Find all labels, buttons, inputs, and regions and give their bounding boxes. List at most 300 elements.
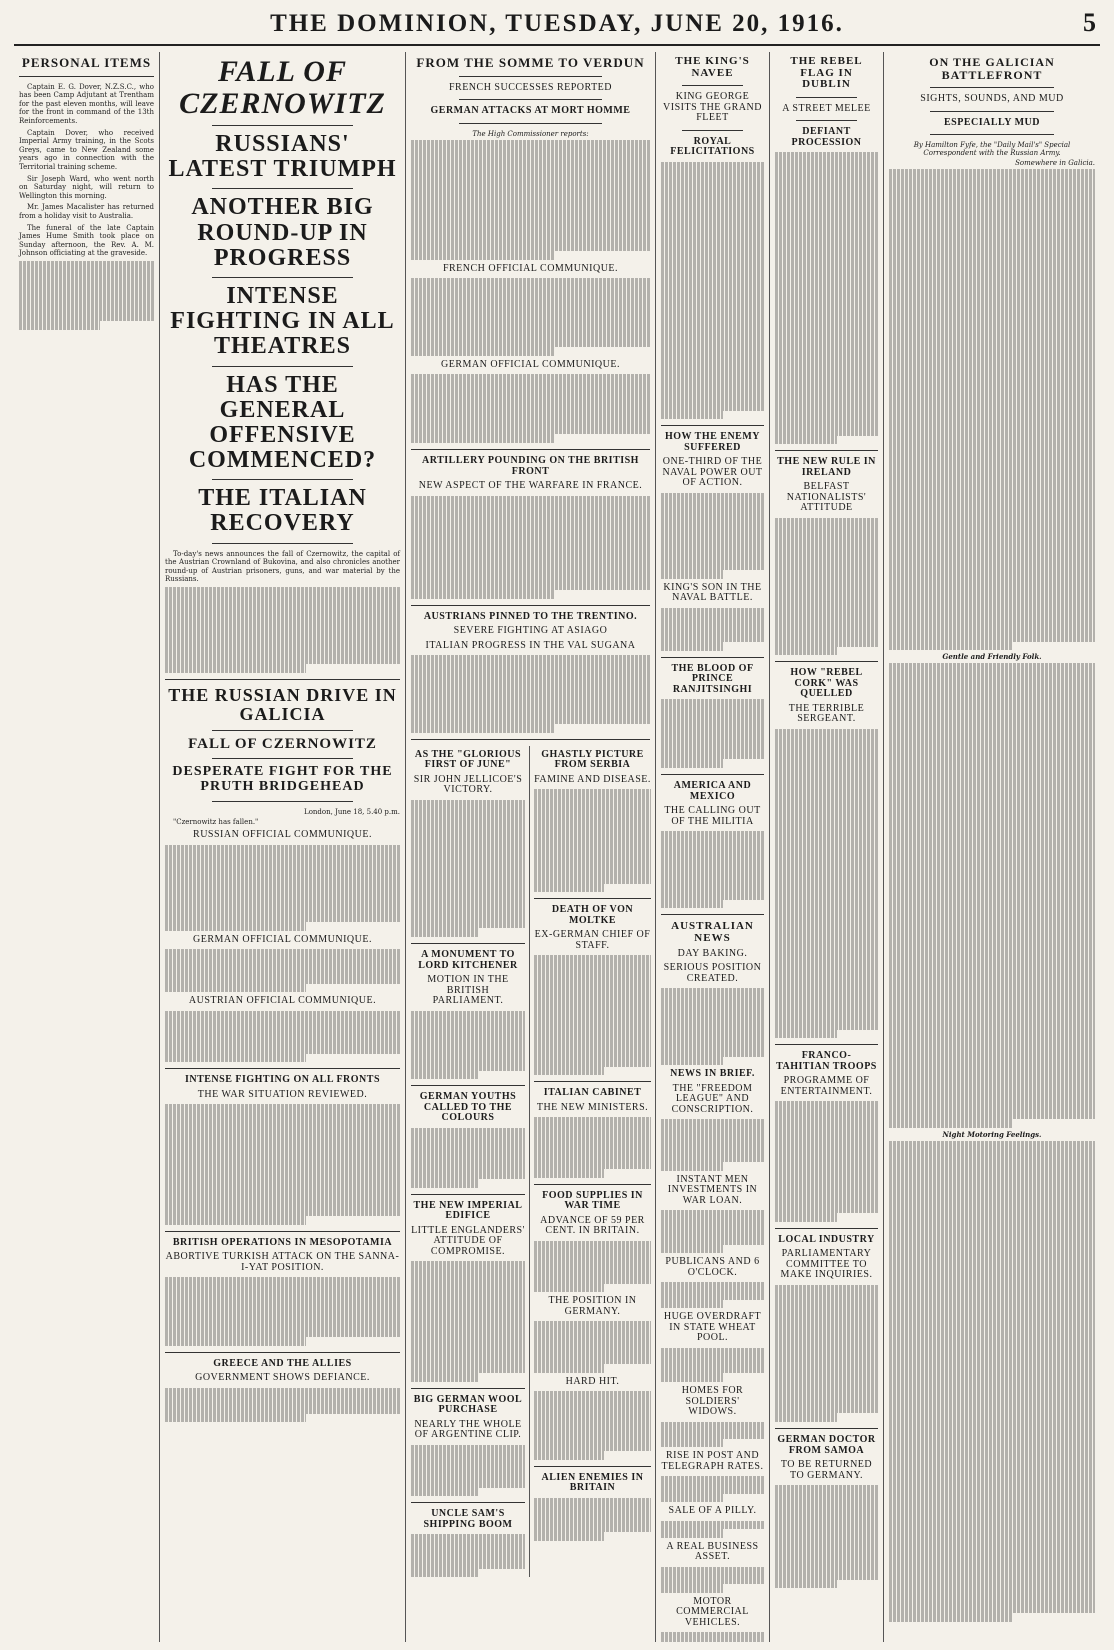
text-line <box>775 969 878 978</box>
subheading: THE TERRIBLE SERGEANT. <box>788 702 865 725</box>
text-line <box>775 204 878 213</box>
text-line <box>534 1532 604 1541</box>
text-line <box>165 897 400 906</box>
text-line <box>661 248 764 257</box>
text-line <box>661 608 764 617</box>
text-line <box>411 664 650 673</box>
text-line <box>889 1338 1095 1347</box>
subheading: Gentle and Friendly Folk. <box>942 652 1042 662</box>
subheading: GOVERNMENT SHOWS DEFIANCE. <box>195 1372 370 1384</box>
text-line <box>775 272 878 281</box>
text-line <box>775 1413 837 1422</box>
text-line <box>775 1545 878 1554</box>
divider <box>775 661 878 662</box>
text-line <box>889 835 1095 844</box>
text-line <box>775 1388 878 1397</box>
text-line <box>889 1398 1095 1407</box>
text-line <box>411 157 650 166</box>
text-line <box>534 866 651 875</box>
text-line <box>889 539 1095 548</box>
subheading: SALE OF A PILLY. <box>668 1505 757 1517</box>
text-line <box>889 315 1095 324</box>
text-block <box>661 1567 764 1593</box>
text-block <box>661 1348 764 1382</box>
text-line <box>889 1110 1095 1119</box>
text-line <box>534 972 651 981</box>
text-block <box>165 1104 400 1224</box>
text-line <box>775 1528 878 1537</box>
text-block <box>165 587 400 673</box>
text-block <box>534 1391 651 1460</box>
text-line <box>661 1245 723 1254</box>
text-line <box>165 914 400 923</box>
text-block <box>661 162 764 420</box>
dateline: London, June 18, 5.40 p.m. <box>304 807 400 816</box>
subheading: DEATH OF VON MOLTKE <box>551 904 634 926</box>
text-line <box>534 789 651 798</box>
text-line <box>775 1379 878 1388</box>
text-line <box>165 613 400 622</box>
text-line <box>411 885 525 894</box>
text-line <box>19 270 154 279</box>
subheading: A STREET MELEE <box>782 102 871 114</box>
headline: ON THE GALICIAN BATTLEFRONT <box>929 55 1055 82</box>
text-line <box>534 1515 651 1524</box>
text-block <box>661 1476 764 1502</box>
text-block <box>775 729 878 1038</box>
text-line <box>889 1252 1095 1261</box>
text-line <box>411 496 650 505</box>
text-line <box>889 1024 1095 1033</box>
text-line <box>165 1303 400 1312</box>
text-line <box>775 152 878 161</box>
text-line <box>661 493 764 502</box>
subheading: DAY BAKING. <box>677 947 748 959</box>
text-line <box>661 1137 764 1146</box>
text-line <box>775 1336 878 1345</box>
text-line <box>165 984 306 993</box>
text-line <box>775 995 878 1004</box>
text-line <box>889 513 1095 522</box>
text-line <box>889 1544 1095 1553</box>
text-line <box>411 174 650 183</box>
text-line <box>411 513 650 522</box>
text-line <box>889 247 1095 256</box>
text-line <box>165 854 400 863</box>
text-line <box>661 1022 764 1031</box>
text-line <box>661 988 764 997</box>
text-line <box>889 1042 1095 1051</box>
text-line <box>889 801 1095 810</box>
text-line <box>411 928 479 937</box>
text-block <box>661 1119 764 1171</box>
subheading: GERMAN DOCTOR FROM SAMOA <box>777 1434 876 1456</box>
text-line <box>165 922 306 931</box>
text-line <box>889 938 1095 947</box>
column-personal-items <box>14 52 160 1642</box>
headline: HAS THE GENERAL OFFENSIVE COMMENCED? <box>188 371 377 474</box>
divider <box>534 898 651 899</box>
text-line <box>661 1529 723 1538</box>
headline: THE RUSSIAN DRIVE IN GALICIA <box>168 684 397 724</box>
text-line <box>889 1209 1095 1218</box>
text-line <box>889 895 1095 904</box>
text-line <box>534 1347 651 1356</box>
text-block <box>411 1534 525 1577</box>
text-line <box>411 681 650 690</box>
text-line <box>775 884 878 893</box>
text-line <box>411 715 650 724</box>
text-line <box>775 1554 878 1563</box>
text-line <box>661 544 764 553</box>
subheading: AS THE "GLORIOUS FIRST OF JUNE" <box>414 748 522 771</box>
text-line <box>889 607 1095 616</box>
text-line <box>165 1216 306 1225</box>
text-line <box>775 780 878 789</box>
text-line <box>165 664 306 673</box>
text-line <box>534 1007 651 1016</box>
text-block <box>411 1128 525 1188</box>
divider <box>212 366 353 367</box>
text-line <box>889 461 1095 470</box>
text-line <box>534 849 651 858</box>
text-line <box>775 729 878 738</box>
text-line <box>165 1037 400 1046</box>
credit: The High Commissioner reports: <box>472 129 589 138</box>
text-line <box>411 1036 525 1045</box>
text-line <box>534 1417 651 1426</box>
divider <box>534 1081 651 1082</box>
divider <box>165 1068 400 1069</box>
text-line <box>165 1045 400 1054</box>
text-line <box>661 699 764 708</box>
text-line <box>775 832 878 841</box>
text-line <box>775 212 878 221</box>
text-line <box>889 1381 1095 1390</box>
text-line <box>889 470 1095 479</box>
text-line <box>889 1330 1095 1339</box>
headline: THE KING'S NAVEE <box>675 55 750 79</box>
text-line <box>534 1152 651 1161</box>
text-line <box>775 544 878 553</box>
subheading: HOW "REBEL CORK" WAS QUELLED <box>790 667 863 700</box>
text-line <box>534 1135 651 1144</box>
text-line <box>889 784 1095 793</box>
text-line <box>411 417 650 426</box>
text-line <box>661 1439 723 1448</box>
headline: INTENSE FIGHTING IN ALL THEATRES <box>170 282 395 360</box>
subheading: GERMAN YOUTHS CALLED TO THE COLOURS <box>419 1091 517 1124</box>
paragraph: "Czernowitz has fallen." <box>173 817 259 826</box>
text-line <box>661 1128 764 1137</box>
text-line <box>411 504 650 513</box>
text-line <box>411 1445 525 1454</box>
text-line <box>534 990 651 999</box>
text-block <box>411 1445 525 1497</box>
text-line <box>411 920 525 929</box>
text-line <box>775 419 878 428</box>
text-line <box>889 298 1095 307</box>
text-line <box>775 918 878 927</box>
text-line <box>889 1295 1095 1304</box>
text-line <box>889 436 1095 445</box>
text-line <box>775 763 878 772</box>
subheading: MOTION IN THE BRITISH PARLIAMENT. <box>427 974 509 1007</box>
text-line <box>165 604 400 613</box>
text-line <box>889 853 1095 862</box>
text-line <box>411 1128 525 1137</box>
text-line <box>534 1284 604 1293</box>
text-line <box>411 330 650 339</box>
text-line <box>661 616 764 625</box>
text-line <box>889 1287 1095 1296</box>
text-line <box>661 883 764 892</box>
divider <box>411 1388 525 1389</box>
text-line <box>661 273 764 282</box>
text-line <box>889 1093 1095 1102</box>
text-line <box>775 526 878 535</box>
text-block <box>165 1277 400 1346</box>
text-line <box>775 746 878 755</box>
text-line <box>411 1145 525 1154</box>
text-line <box>889 930 1095 939</box>
text-line <box>889 999 1095 1008</box>
text-line <box>889 1596 1095 1605</box>
text-line <box>165 1173 400 1182</box>
text-line <box>775 604 878 613</box>
text-line <box>534 1451 604 1460</box>
text-line <box>411 1347 525 1356</box>
text-line <box>411 1062 525 1071</box>
text-line <box>661 1291 764 1300</box>
text-line <box>411 530 650 539</box>
text-line <box>661 1162 723 1171</box>
text-line <box>534 1400 651 1409</box>
text-line <box>775 1345 878 1354</box>
subheading: THE WAR SITUATION REVIEWED. <box>197 1088 368 1100</box>
text-line <box>411 165 650 174</box>
text-line <box>775 1353 878 1362</box>
text-line <box>775 178 878 187</box>
paragraph: Sir Joseph Ward, who went north on Saturday night, will return to Wellington this morning. <box>19 174 154 200</box>
text-line <box>661 840 764 849</box>
subheading: FAMINE AND DISEASE. <box>534 773 651 785</box>
subheading: ROYAL FELICITATIONS <box>670 135 755 158</box>
text-line <box>411 1569 479 1578</box>
text-line <box>661 1348 764 1357</box>
divider <box>775 450 878 451</box>
text-line <box>661 239 764 248</box>
divider <box>534 1184 651 1185</box>
text-line <box>661 308 764 317</box>
text-line <box>534 1426 651 1435</box>
text-line <box>775 401 878 410</box>
subheading: Night Motoring Feelings. <box>942 1129 1042 1139</box>
divider <box>212 479 353 480</box>
text-line <box>889 1085 1095 1094</box>
text-line <box>889 642 1013 651</box>
text-line <box>775 169 878 178</box>
text-line <box>411 724 554 733</box>
text-line <box>889 964 1095 973</box>
text-line <box>775 1204 878 1213</box>
text-line <box>661 634 764 643</box>
text-line <box>889 870 1095 879</box>
text-line <box>889 1278 1095 1287</box>
text-line <box>411 808 525 817</box>
text-line <box>411 1560 525 1569</box>
divider <box>682 85 744 86</box>
text-line <box>775 909 878 918</box>
text-block <box>661 1422 764 1448</box>
text-line <box>534 1443 651 1452</box>
text-line <box>889 1033 1095 1042</box>
text-line <box>889 1244 1095 1253</box>
text-block <box>534 1117 651 1177</box>
text-line <box>411 217 650 226</box>
text-line <box>775 1187 878 1196</box>
text-line <box>889 178 1095 187</box>
text-line <box>889 913 1095 922</box>
text-line <box>19 278 154 287</box>
text-line <box>661 291 764 300</box>
text-line <box>775 875 878 884</box>
dateline: Somewhere in Galicia. <box>1015 159 1095 168</box>
text-block <box>19 261 154 330</box>
text-line <box>775 1310 878 1319</box>
headline: AUSTRALIAN NEWS <box>671 920 754 944</box>
text-line <box>889 732 1095 741</box>
text-line <box>889 827 1095 836</box>
text-line <box>165 1104 400 1113</box>
divider <box>411 449 650 450</box>
text-line <box>661 865 764 874</box>
text-line <box>534 1015 651 1024</box>
text-line <box>889 341 1095 350</box>
text-line <box>661 196 764 205</box>
text-line <box>411 1543 525 1552</box>
text-line <box>889 1321 1095 1330</box>
text-line <box>411 707 650 716</box>
text-line <box>775 737 878 746</box>
text-line <box>889 1493 1095 1502</box>
text-line <box>534 1258 651 1267</box>
text-line <box>775 789 878 798</box>
text-line <box>411 521 650 530</box>
text-line <box>889 195 1095 204</box>
text-block <box>889 169 1095 650</box>
text-line <box>889 367 1095 376</box>
text-line <box>661 1119 764 1128</box>
text-line <box>661 402 764 411</box>
text-line <box>889 1076 1095 1085</box>
text-block <box>534 789 651 892</box>
text-line <box>534 875 651 884</box>
divider <box>459 99 602 100</box>
text-line <box>775 1170 878 1179</box>
text-line <box>889 1519 1095 1528</box>
text-line <box>411 140 650 149</box>
divider <box>930 111 1054 112</box>
text-block <box>661 1632 764 1642</box>
text-line <box>775 901 878 910</box>
text-line <box>889 565 1095 574</box>
text-line <box>411 391 650 400</box>
text-line <box>775 815 878 824</box>
text-line <box>534 841 651 850</box>
text-line <box>661 1048 764 1057</box>
text-line <box>661 857 764 866</box>
text-block <box>534 1498 651 1541</box>
text-line <box>775 1127 878 1136</box>
text-line <box>411 243 650 252</box>
text-line <box>165 1208 400 1217</box>
text-line <box>165 1130 400 1139</box>
text-line <box>661 368 764 377</box>
divider <box>212 543 353 544</box>
text-line <box>661 1031 764 1040</box>
text-line <box>775 1562 878 1571</box>
divider <box>411 605 650 606</box>
text-line <box>889 358 1095 367</box>
text-line <box>775 384 878 393</box>
text-line <box>775 1405 878 1414</box>
headline: FALL OF CZERNOWITZ <box>179 55 386 120</box>
text-line <box>889 749 1095 758</box>
text-line <box>411 347 554 356</box>
text-line <box>661 891 764 900</box>
text-line <box>775 1370 878 1379</box>
text-line <box>775 772 878 781</box>
text-line <box>889 1050 1095 1059</box>
subheading: BRITISH OPERATIONS IN MESOPOTAMIA <box>172 1236 393 1248</box>
subheading: RISE IN POST AND TELEGRAPH RATES. <box>661 1450 764 1472</box>
text-line <box>889 393 1095 402</box>
subheading: AUSTRIAN OFFICIAL COMMUNIQUE. <box>188 995 377 1007</box>
subheading: PUBLICANS AND 6 O'CLOCK. <box>665 1256 760 1278</box>
text-line <box>775 1136 878 1145</box>
subheading: NEARLY THE WHOLE OF ARGENTINE CLIP. <box>414 1418 522 1441</box>
text-line <box>411 1488 479 1497</box>
text-line <box>411 1261 525 1270</box>
subheading: AUSTRIANS PINNED TO THE TRENTINO. <box>423 610 638 622</box>
text-block <box>534 1241 651 1293</box>
subheading: PARLIAMENTARY COMMITTEE TO MAKE INQUIRIES. <box>780 1248 873 1281</box>
text-line <box>889 1587 1095 1596</box>
column-kings-navy <box>656 52 770 1642</box>
text-block <box>661 699 764 768</box>
text-line <box>411 851 525 860</box>
divider <box>411 943 525 944</box>
text-line <box>775 1494 878 1503</box>
subheading: DEFIANT PROCESSION <box>791 126 862 148</box>
subheading: MOTOR COMMERCIAL VEHICLES. <box>676 1595 749 1628</box>
text-line <box>411 564 650 573</box>
text-line <box>889 418 1095 427</box>
text-line <box>889 1149 1095 1158</box>
text-line <box>411 400 650 409</box>
text-line <box>775 333 878 342</box>
text-line <box>165 647 400 656</box>
text-line <box>775 1396 878 1405</box>
text-line <box>889 921 1095 930</box>
text-line <box>775 647 837 656</box>
divider <box>19 76 154 77</box>
text-line <box>661 299 764 308</box>
text-line <box>534 858 651 867</box>
text-line <box>775 195 878 204</box>
text-block <box>661 608 764 651</box>
